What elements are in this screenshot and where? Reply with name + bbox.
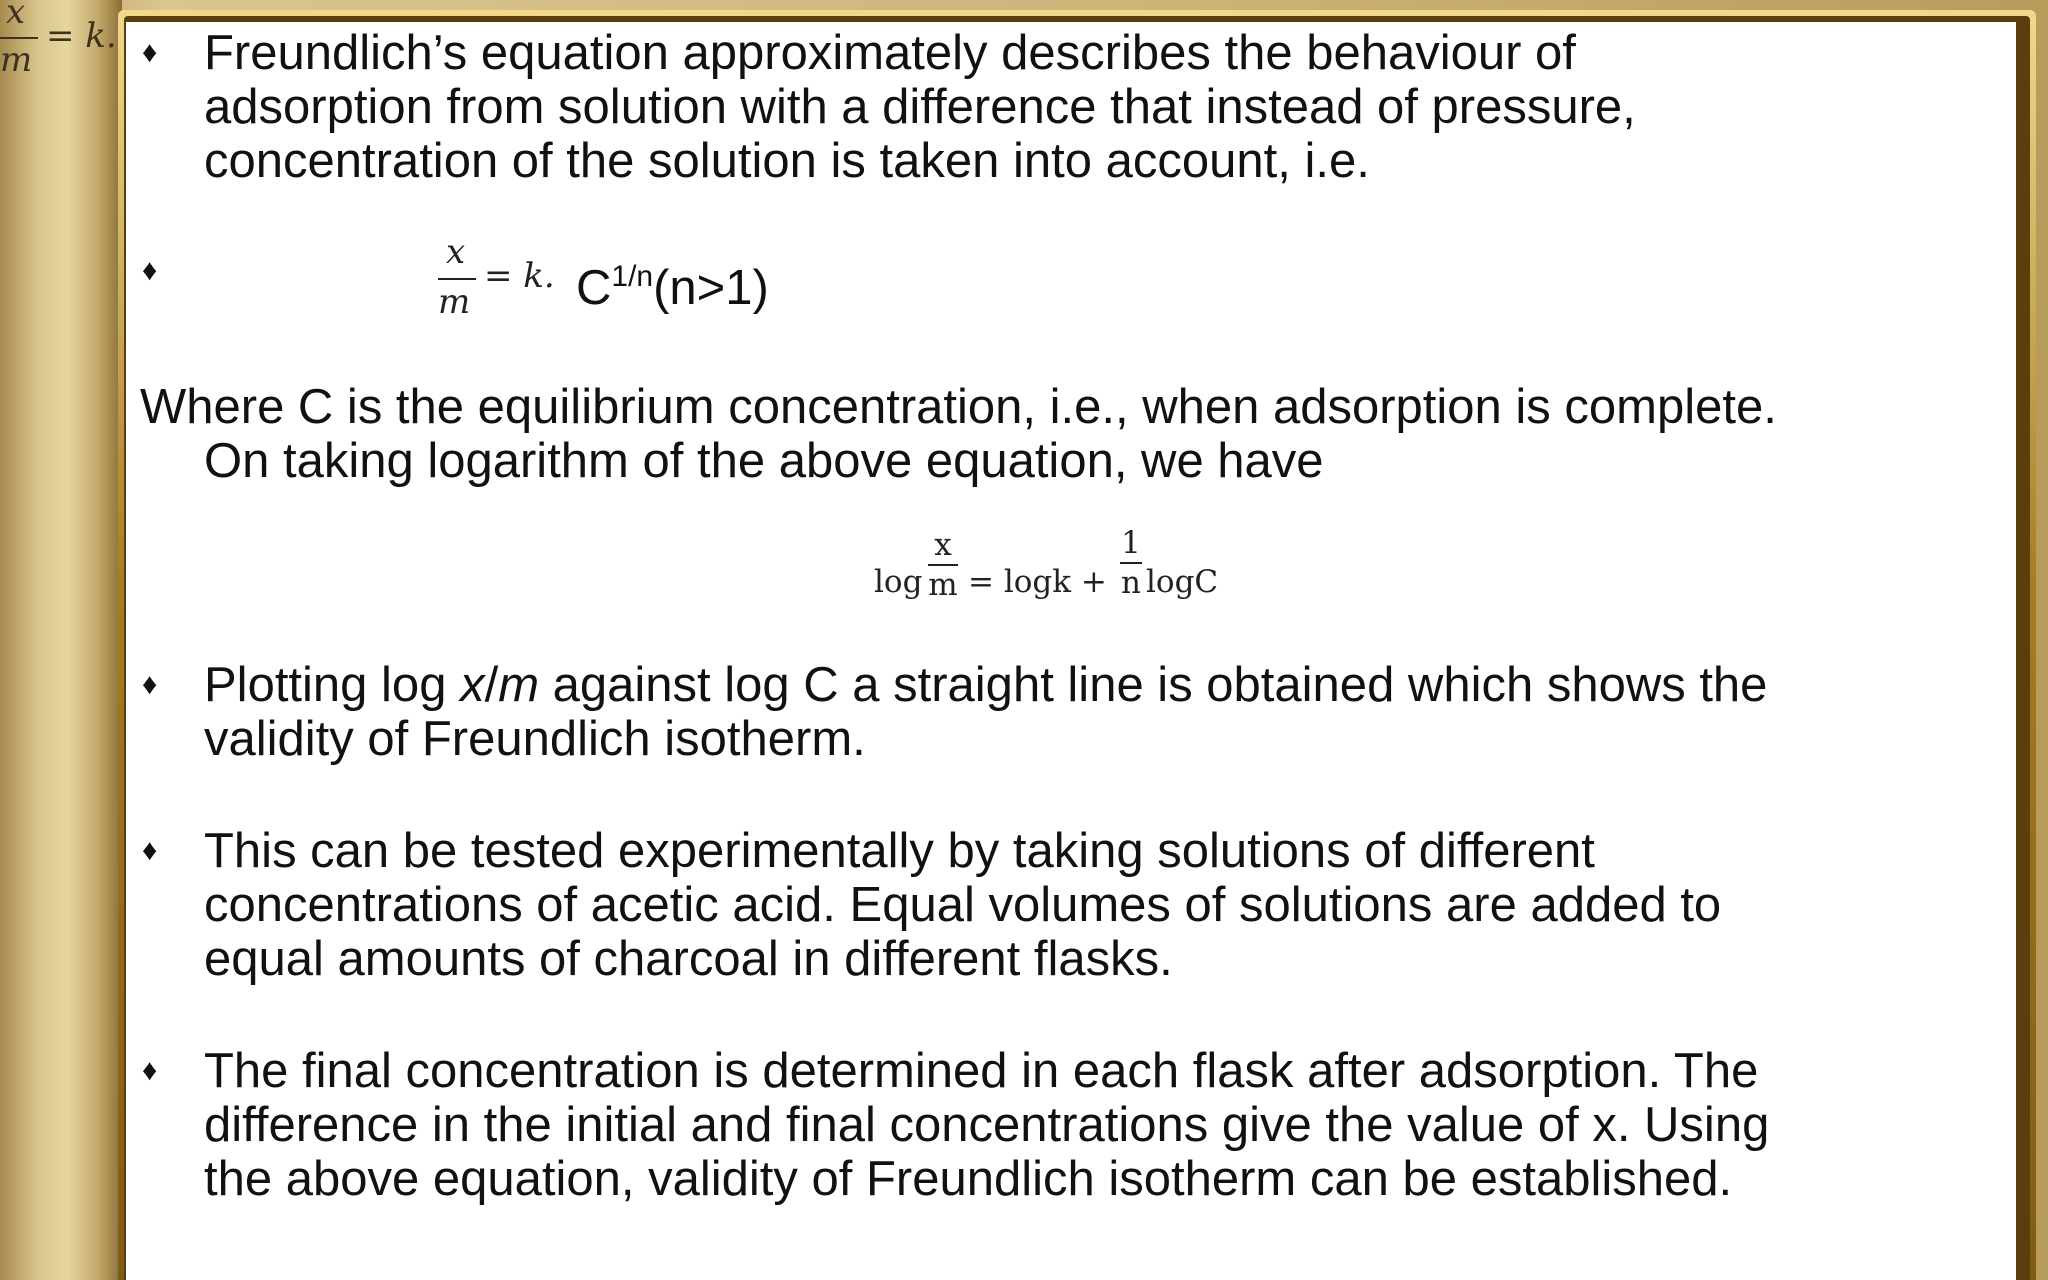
fraction-bar: [438, 278, 476, 280]
equals-sign: =: [484, 256, 524, 296]
numerator: x: [934, 527, 952, 563]
bullet-paragraph-1: [126, 26, 2006, 188]
plotting-prefix: Plotting log: [204, 658, 461, 712]
fraction-one-over-n: [1120, 526, 1142, 600]
plotting-line2: validity of Freundlich isotherm.: [204, 712, 866, 766]
fraction-x-over-m: [928, 528, 958, 602]
bullet-paragraph-4: [126, 1044, 2006, 1206]
c-exponent: 1/n: [611, 260, 654, 293]
fraction-bar: [928, 564, 958, 566]
bullet-paragraph-2: [126, 658, 2006, 766]
diamond-bullet-icon: ♦: [142, 834, 158, 867]
c-base: C: [576, 261, 612, 315]
where-line-1: Where C is the equilibrium concentration, i.e., when adsorption is complete.: [140, 380, 1777, 434]
corner-denominator: m: [0, 40, 33, 80]
concentration-term: [576, 250, 769, 315]
bullet-paragraph-3: [126, 824, 2006, 986]
log-equation: [874, 522, 1274, 612]
diamond-bullet-icon: ♦: [142, 254, 158, 287]
constant-k: k.: [523, 256, 555, 296]
log-c-term: logC: [1146, 564, 1219, 600]
corner-fraction-bar: [0, 37, 38, 39]
corner-k: k.: [85, 16, 117, 56]
equals-k: [484, 256, 555, 296]
freundlich-equation: [126, 230, 2006, 320]
diamond-bullet-icon: ♦: [142, 1054, 158, 1087]
fraction-bar: [1120, 562, 1142, 564]
book-spine: [0, 0, 122, 1280]
numerator: x: [446, 232, 466, 272]
italic-x: x: [460, 658, 485, 712]
diamond-bullet-icon: ♦: [142, 36, 158, 69]
denominator: m: [928, 567, 958, 603]
denominator: n: [1121, 565, 1141, 601]
diamond-bullet-icon: ♦: [142, 668, 158, 701]
content-page: [126, 22, 2016, 1280]
numerator: 1: [1121, 525, 1141, 561]
corner-formula-fragment: [0, 0, 130, 90]
slash: /: [484, 658, 499, 712]
where-paragraph: [140, 380, 2016, 488]
where-line-2: On taking logarithm of the above equation, we have: [204, 434, 1324, 488]
corner-numerator: x: [6, 0, 26, 32]
log-term: log: [874, 564, 923, 600]
denominator: m: [438, 282, 471, 322]
italic-m: m: [498, 658, 540, 712]
paragraph-text: Freundlich’s equation approximately describes the behaviour of adsorption from solution with a difference that instead of pressure, concentration of the solution is taken into account, i.e.: [204, 26, 1636, 188]
corner-equals: [46, 16, 117, 56]
plotting-line1-rest: against log C a straight line is obtained which shows the: [539, 658, 1768, 712]
corner-equals-sign: =: [46, 16, 86, 56]
paragraph-text: This can be tested experimentally by taking solutions of different concentrations of acetic acid. Equal volumes of solutions are added to equal amounts of charcoal in different flasks.: [204, 824, 1722, 986]
equals-logk-plus: = logk +: [968, 564, 1107, 600]
paragraph-text: The final concentration is determined in each flask after adsorption. The difference in the initial and final concentrations give the value of x. Using the above equation, validity of Freundlich isotherm can be established.: [204, 1044, 1770, 1206]
paragraph-text: [126, 658, 2006, 766]
n-condition: (n>1): [653, 261, 769, 315]
